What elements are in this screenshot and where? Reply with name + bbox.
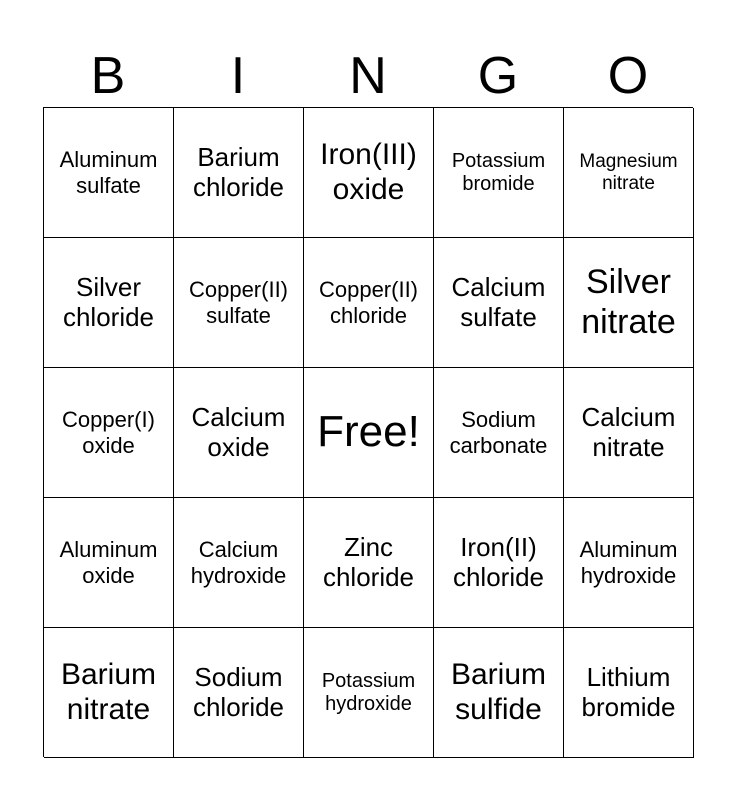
bingo-cell[interactable]: Copper(II) chloride bbox=[304, 238, 434, 368]
bingo-cell[interactable]: Iron(II) chloride bbox=[434, 498, 564, 628]
bingo-cell[interactable]: Sodium chloride bbox=[174, 628, 304, 758]
header-letter-g: G bbox=[477, 47, 519, 105]
bingo-cell[interactable]: Copper(II) sulfate bbox=[174, 238, 304, 368]
bingo-cell[interactable]: Aluminum oxide bbox=[44, 498, 174, 628]
bingo-card-grid bbox=[43, 107, 693, 757]
bingo-cell[interactable]: Aluminum sulfate bbox=[44, 108, 174, 238]
bingo-cell[interactable]: Magnesium nitrate bbox=[564, 108, 694, 238]
bingo-cell[interactable]: Copper(I) oxide bbox=[44, 368, 174, 498]
header-letter-i: I bbox=[230, 47, 246, 105]
bingo-header bbox=[43, 46, 693, 106]
bingo-cell[interactable]: Aluminum hydroxide bbox=[564, 498, 694, 628]
bingo-cell[interactable]: Barium nitrate bbox=[44, 628, 174, 758]
header-letter-b: B bbox=[90, 47, 126, 105]
bingo-cell[interactable]: Potassium bromide bbox=[434, 108, 564, 238]
bingo-cell[interactable]: Calcium nitrate bbox=[564, 368, 694, 498]
bingo-cell[interactable]: Calcium hydroxide bbox=[174, 498, 304, 628]
free-space-cell[interactable]: Free! bbox=[304, 368, 434, 498]
header-letter-o: O bbox=[607, 47, 649, 105]
bingo-cell[interactable]: Calcium sulfate bbox=[434, 238, 564, 368]
header-letter-n: N bbox=[349, 47, 387, 105]
bingo-cell[interactable]: Barium chloride bbox=[174, 108, 304, 238]
bingo-cell[interactable]: Potassium hydroxide bbox=[304, 628, 434, 758]
bingo-cell[interactable]: Barium sulfide bbox=[434, 628, 564, 758]
bingo-cell[interactable]: Calcium oxide bbox=[174, 368, 304, 498]
bingo-cell[interactable]: Sodium carbonate bbox=[434, 368, 564, 498]
bingo-cell[interactable]: Lithium bromide bbox=[564, 628, 694, 758]
bingo-cell[interactable]: Iron(III) oxide bbox=[304, 108, 434, 238]
bingo-cell[interactable]: Zinc chloride bbox=[304, 498, 434, 628]
bingo-cell[interactable]: Silver nitrate bbox=[564, 238, 694, 368]
bingo-cell[interactable]: Silver chloride bbox=[44, 238, 174, 368]
